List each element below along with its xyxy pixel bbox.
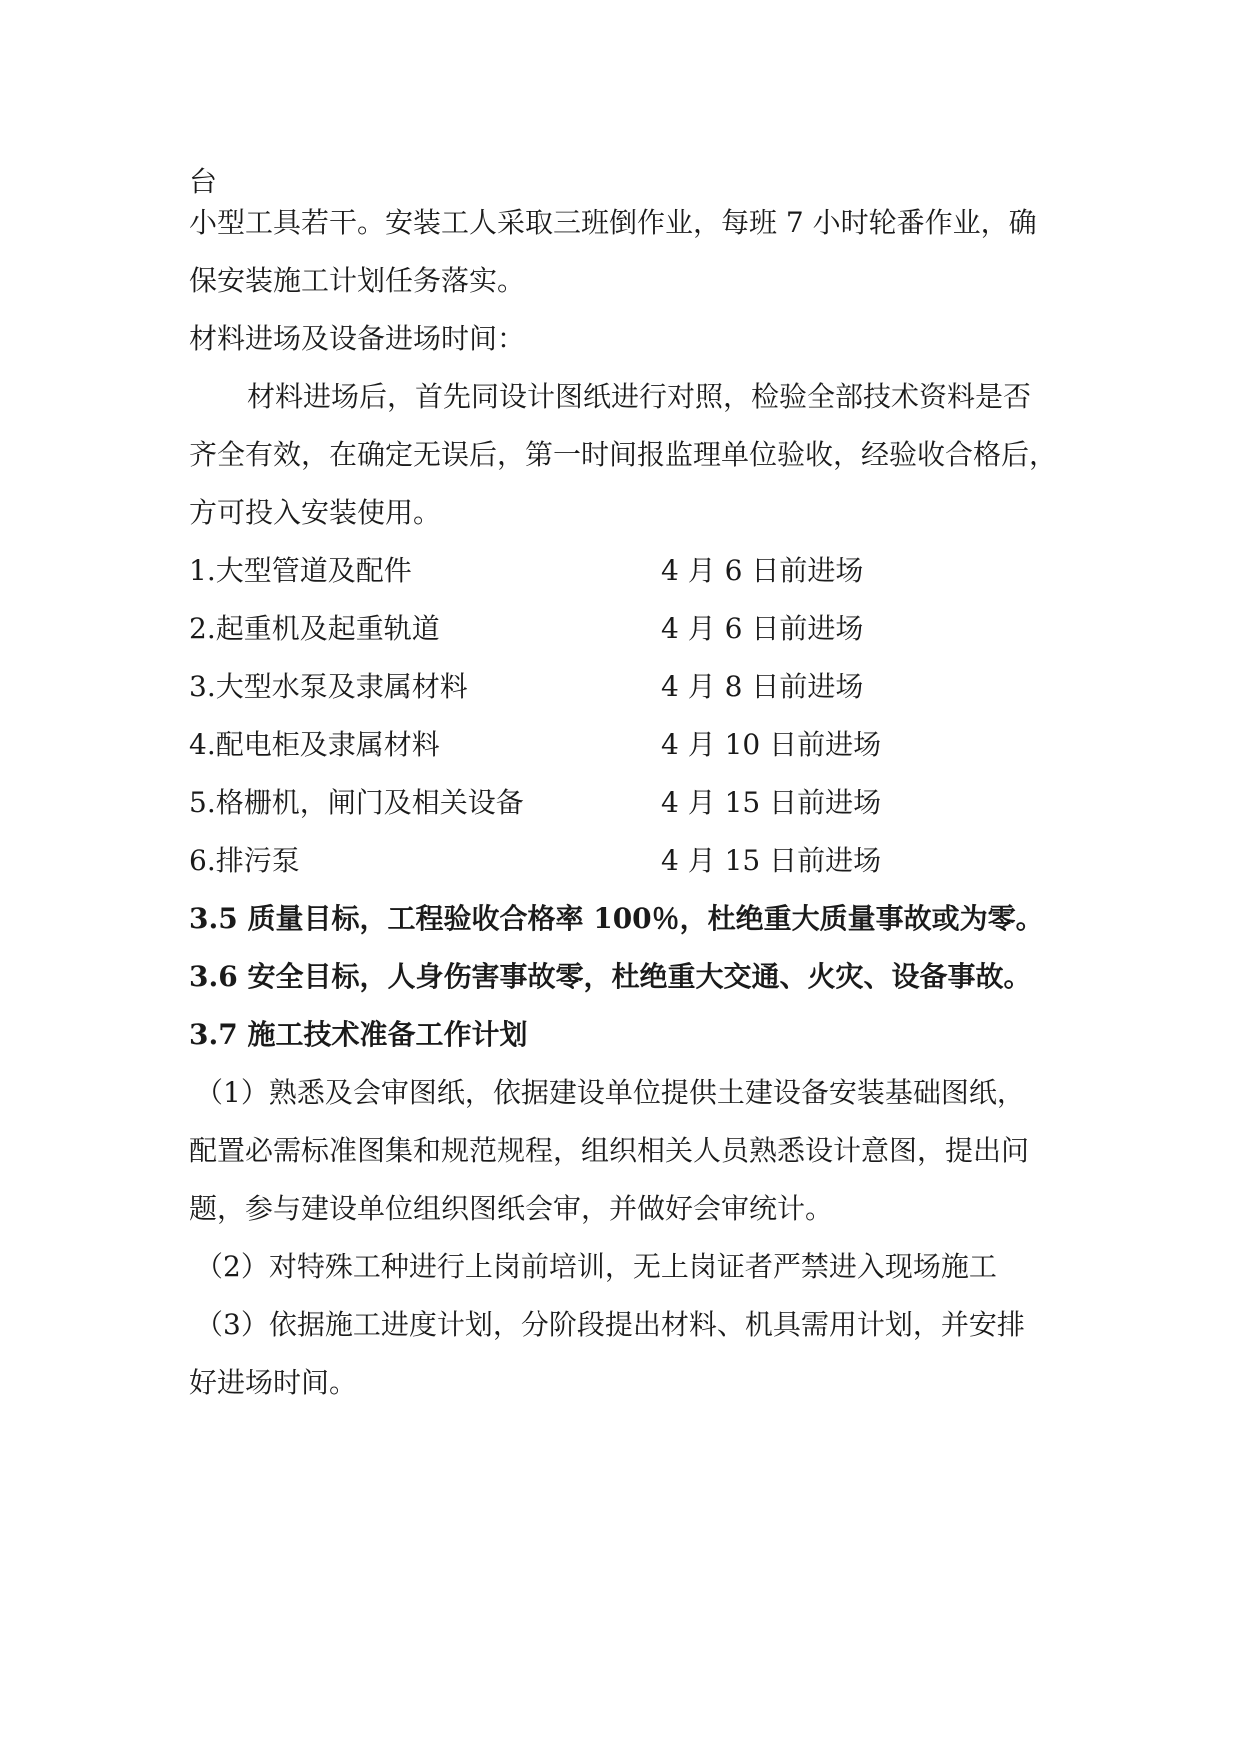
text-line: 题，参与建设单位组织图纸会审，并做好会审统计。 [189, 1192, 834, 1225]
schedule-row [189, 729, 1064, 761]
schedule-date: 4 月 15 日前进场 [661, 786, 882, 819]
schedule-date: 4 月 6 日前进场 [661, 554, 864, 587]
schedule-row [189, 613, 1064, 645]
section-label: 材料进场及设备进场时间： [189, 322, 526, 355]
text-line: 齐全有效，在确定无误后，第一时间报监理单位验收，经验收合格后， [189, 438, 1058, 471]
text-line: 台 [189, 165, 218, 198]
text-line: 配置必需标准图集和规范规程，组织相关人员熟悉设计意图，提出问 [189, 1134, 1030, 1167]
text-line: （3）依据施工进度计划，分阶段提出材料、机具需用计划，并安排 [195, 1308, 1025, 1341]
schedule-item: 6.排污泵 [189, 844, 300, 877]
schedule-date: 4 月 10 日前进场 [661, 728, 882, 761]
schedule-date: 4 月 8 日前进场 [661, 670, 864, 703]
heading-3-5: 3.5 质量目标，工程验收合格率 100％，杜绝重大质量事故或为零。 [189, 902, 1044, 935]
text-line: （1）熟悉及会审图纸，依据建设单位提供土建设备安装基础图纸， [195, 1076, 1025, 1109]
schedule-row [189, 671, 1064, 703]
text-line: 保安装施工计划任务落实。 [189, 264, 526, 297]
schedule-row [189, 845, 1064, 877]
heading-3-7: 3.7 施工技术准备工作计划 [189, 1018, 528, 1051]
text-line: 小型工具若干。安装工人采取三班倒作业，每班 7 小时轮番作业，确 [189, 206, 1037, 239]
schedule-item: 3.大型水泵及隶属材料 [189, 670, 468, 703]
text-line: 材料进场后，首先同设计图纸进行对照，检验全部技术资料是否 [247, 380, 1032, 413]
schedule-item: 5.格栅机，闸门及相关设备 [189, 786, 524, 819]
schedule-date: 4 月 15 日前进场 [661, 844, 882, 877]
text-line: 好进场时间。 [189, 1366, 358, 1399]
schedule-item: 2.起重机及起重轨道 [189, 612, 440, 645]
schedule-item: 1.大型管道及配件 [189, 554, 412, 587]
schedule-row [189, 787, 1064, 819]
text-line: （2）对特殊工种进行上岗前培训，无上岗证者严禁进入现场施工 [195, 1250, 997, 1283]
schedule-date: 4 月 6 日前进场 [661, 612, 864, 645]
text-line: 方可投入安装使用。 [189, 496, 442, 529]
heading-3-6: 3.6 安全目标，人身伤害事故零，杜绝重大交通、火灾、设备事故。 [189, 960, 1032, 993]
schedule-item: 4.配电柜及隶属材料 [189, 728, 440, 761]
schedule-row [189, 555, 1064, 587]
